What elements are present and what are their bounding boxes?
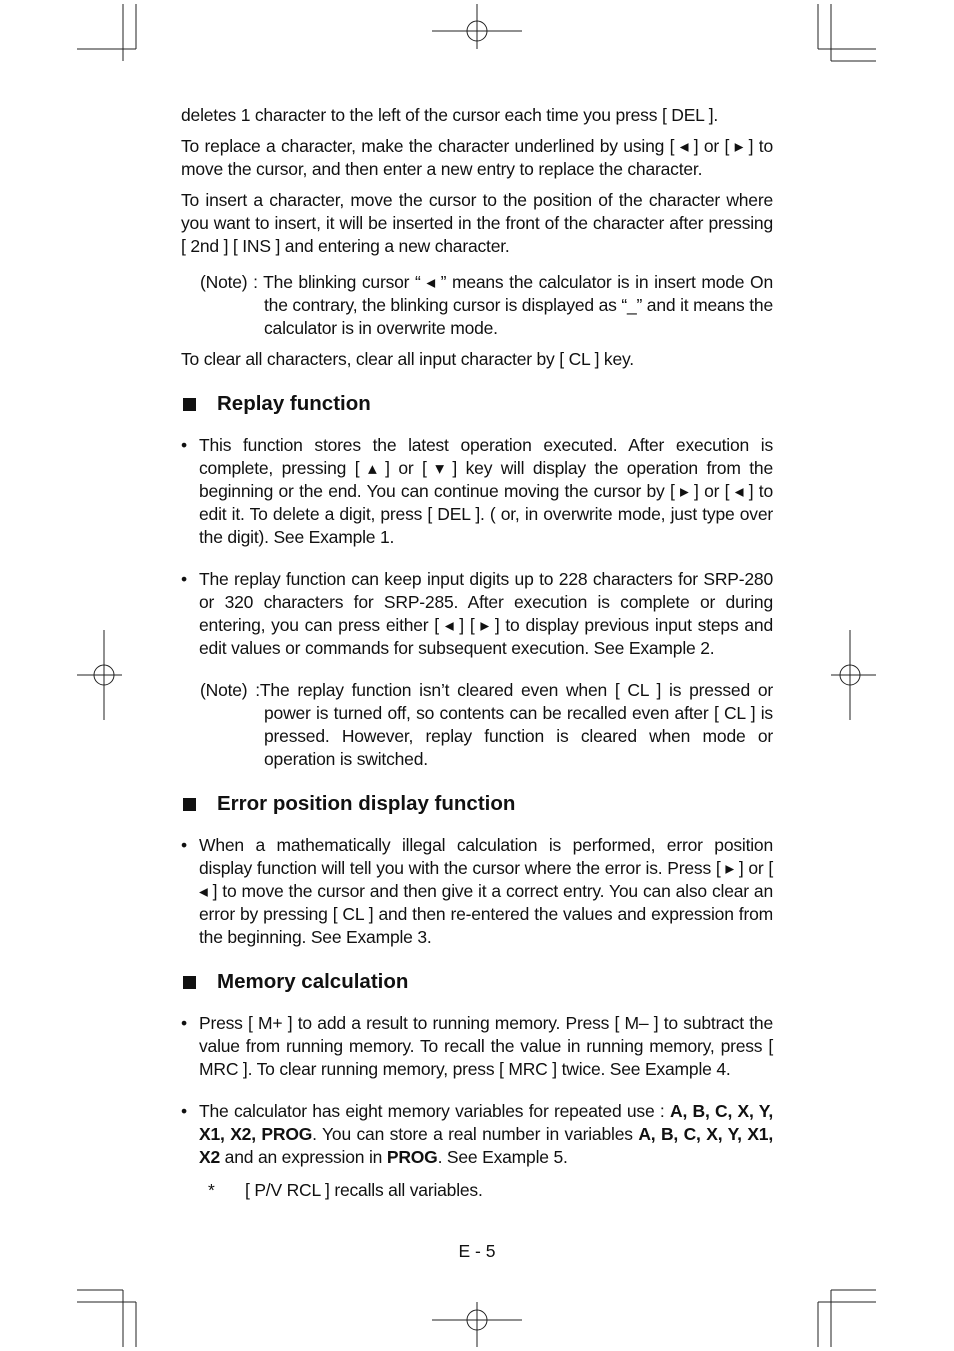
heading-error-text: Error position display function bbox=[217, 792, 516, 815]
list-item bbox=[181, 1179, 773, 1202]
heading-memory bbox=[181, 969, 773, 995]
memory-bullet-2b: . You can store a real number in variables bbox=[312, 1124, 639, 1144]
list-item bbox=[181, 568, 773, 660]
list-item bbox=[181, 834, 773, 949]
page-number: E - 5 bbox=[458, 1241, 496, 1261]
bullet-icon: • bbox=[181, 1101, 187, 1121]
heading-error bbox=[181, 791, 773, 817]
square-bullet-icon bbox=[183, 398, 196, 411]
memory-vars-real: A, B, C, X, Y, X1, X2 bbox=[199, 1124, 773, 1167]
memory-vars-prog: PROG bbox=[386, 1147, 438, 1167]
bullet-icon: • bbox=[181, 435, 187, 455]
paragraph-delete: deletes 1 character to the left of the cursor each time you press [ DEL ]. bbox=[181, 105, 719, 125]
asterisk-icon: * bbox=[208, 1180, 215, 1200]
memory-bullet-2d: . See Example 5. bbox=[437, 1147, 568, 1167]
square-bullet-icon bbox=[183, 976, 196, 989]
heading-replay bbox=[181, 391, 773, 417]
memory-bullet-1: Press [ M+ ] to add a result to running memory. Press [ M– ] to subtract the value from running memory. To recall the value in running memory, press [ MRC ]. To clear running memory, press [ MRC ] twice. See Example 4. bbox=[199, 1013, 773, 1079]
bullet-icon: • bbox=[181, 835, 187, 855]
body-text bbox=[181, 104, 773, 1202]
bullet-icon: • bbox=[181, 1013, 187, 1033]
heading-memory-text: Memory calculation bbox=[217, 970, 409, 993]
bullet-icon: • bbox=[181, 569, 187, 589]
memory-vars-list: A, B, C, X, Y, X1, X2, PROG bbox=[199, 1101, 773, 1144]
memory-bullet-2a: The calculator has eight memory variables for repeated use : bbox=[199, 1101, 670, 1121]
list-item bbox=[181, 1012, 773, 1081]
replay-bullet-1: This function stores the latest operation executed. After execution is complete, pressing [ ▴ ] or [ ▾ ] key will display the operation from the beginning or the end. You can continue moving the cursor by [ ▸ ] or [ ◂ ] to edit it. To delete a digit, press [ DEL ]. ( or, in overwrite mode, just type over the digit). See Example 1. bbox=[199, 435, 773, 547]
paragraph-replace: To replace a character, make the character underlined by using [ ◂ ] or [ ▸ ] to move the cursor, and then enter a new entry to replace the character. bbox=[181, 136, 773, 179]
note-insert-mode: (Note) : The blinking cursor “ ◂ ” means the calculator is in insert mode On the contrary, the blinking cursor is displayed as “_” and it means the calculator is in overwrite mode. bbox=[200, 272, 773, 338]
note-replay: (Note) :The replay function isn’t cleared even when [ CL ] is pressed or power is turned off, so contents can be recalled even after [ CL ] is pressed. However, replay function is cleared when mode or operation is switched. bbox=[200, 680, 773, 769]
replay-bullet-2: The replay function can keep input digits up to 228 characters for SRP-280 or 320 characters for SRP-285. After execution is complete or during entering, you can press either [ ◂ ] [ ▸ ] to display previous input steps and edit values or commands for subsequent execution. See Example 2. bbox=[199, 569, 773, 658]
list-item bbox=[181, 434, 773, 549]
memory-bullet-2c: and an expression in bbox=[220, 1147, 387, 1167]
list-item bbox=[181, 1100, 773, 1169]
paragraph-clear: To clear all characters, clear all input character by [ CL ] key. bbox=[181, 349, 634, 369]
square-bullet-icon bbox=[183, 798, 196, 811]
error-bullet-1: When a mathematically illegal calculation is performed, error position display function will tell you with the cursor where the error is. Press [ ▸ ] or [ ◂ ] to move the cursor and then give it a correct entry. You can also clear an error by pressing [ CL ] and then re-entered the values and expression from the beginning. See Example 3. bbox=[199, 835, 773, 947]
heading-replay-text: Replay function bbox=[217, 392, 371, 415]
paragraph-insert: To insert a character, move the cursor to the position of the character where you want to insert, it will be inserted in the front of the character after pressing [ 2nd ] [ INS ] and entering a new character. bbox=[181, 190, 773, 256]
memory-star-text: [ P/V RCL ] recalls all variables. bbox=[245, 1180, 483, 1200]
